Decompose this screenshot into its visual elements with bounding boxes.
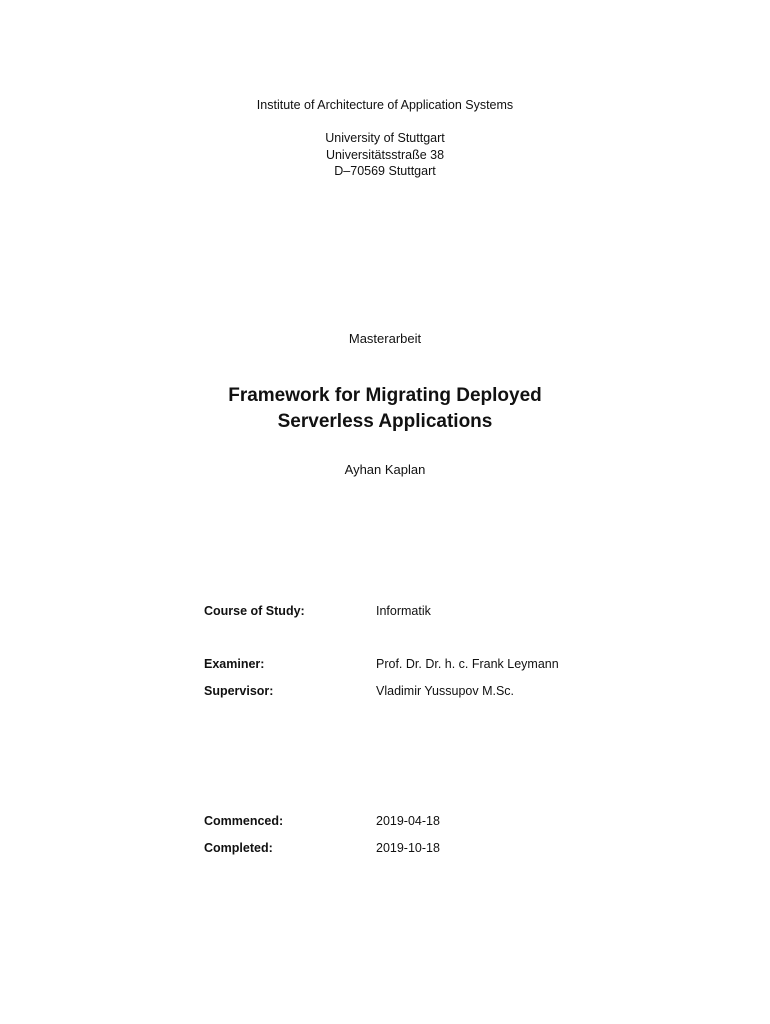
thesis-title-line-1: Framework for Migrating Deployed bbox=[228, 385, 542, 406]
street-address: Universitätsstraße 38 bbox=[325, 148, 445, 162]
university-name: University of Stuttgart bbox=[325, 131, 445, 145]
supervisor-value: Vladimir Yussupov M.Sc. bbox=[376, 684, 515, 698]
commenced-label: Commenced: bbox=[204, 814, 284, 828]
author-name: Ayhan Kaplan bbox=[344, 462, 426, 477]
examiner-value: Prof. Dr. Dr. h. c. Frank Leymann bbox=[376, 657, 559, 671]
completed-label: Completed: bbox=[204, 841, 273, 855]
document-type: Masterarbeit bbox=[348, 331, 422, 346]
commenced-value: 2019-04-18 bbox=[376, 814, 440, 828]
city-address: D–70569 Stuttgart bbox=[334, 164, 436, 178]
supervisor-label: Supervisor: bbox=[204, 684, 274, 698]
thesis-title-line-2: Serverless Applications bbox=[277, 411, 493, 432]
course-label: Course of Study: bbox=[204, 604, 305, 618]
institute-name: Institute of Architecture of Application Systems bbox=[256, 98, 514, 112]
examiner-label: Examiner: bbox=[204, 657, 265, 671]
course-value: Informatik bbox=[376, 604, 431, 618]
completed-value: 2019-10-18 bbox=[376, 841, 440, 855]
